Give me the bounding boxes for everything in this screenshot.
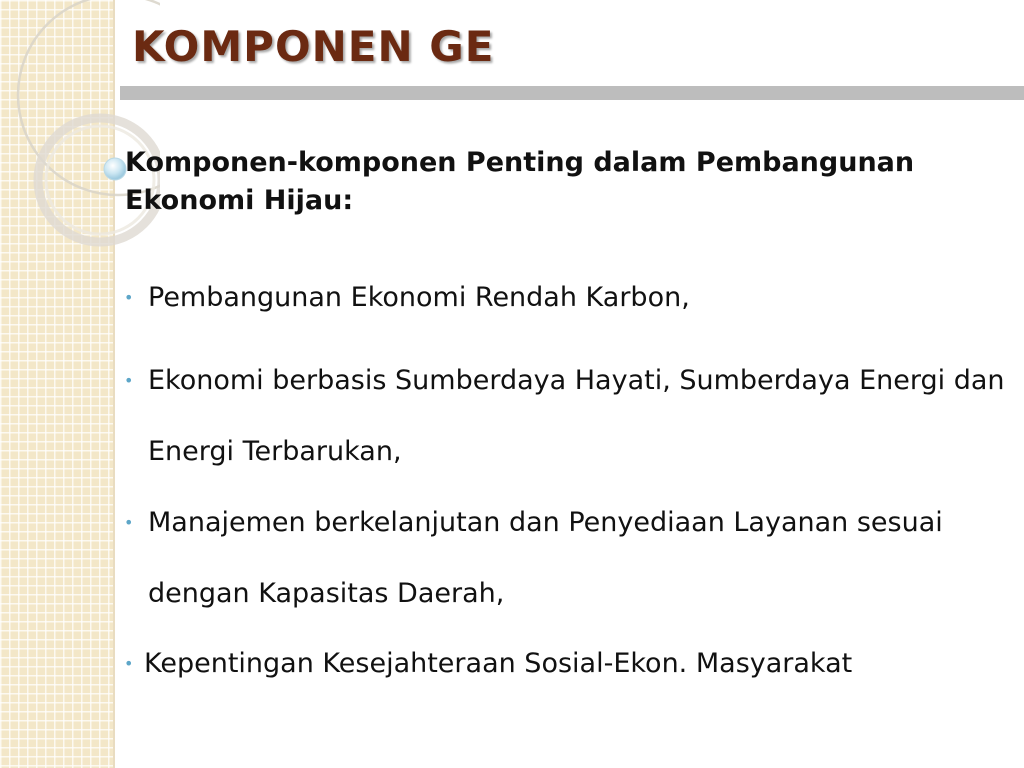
list-item [118, 643, 1008, 685]
title-divider [120, 86, 1024, 100]
bullet-list [118, 262, 1008, 685]
bullet-text: Manajemen berkelanjutan dan Penyediaan Layanan sesuai dengan Kapasitas Daerah, [148, 507, 943, 609]
bullet-icon: • [124, 288, 134, 307]
list-item [118, 262, 1008, 333]
bullet-icon: • [124, 513, 134, 532]
bullet-text: Pembangunan Ekonomi Rendah Karbon, [148, 282, 690, 313]
bullet-icon: • [124, 371, 134, 390]
list-item [118, 487, 1008, 629]
bullet-text: Ekonomi berbasis Sumberdaya Hayati, Sumberdaya Energi dan Energi Terbarukan, [148, 365, 1005, 467]
slide-subtitle: Komponen-komponen Penting dalam Pembangunan Ekonomi Hijau: [125, 147, 915, 216]
decorative-bead-icon [104, 158, 126, 180]
list-item [118, 345, 1008, 487]
bullet-text: Kepentingan Kesejahteraan Sosial-Ekon. Masyarakat [144, 648, 853, 679]
bullet-icon: • [124, 654, 134, 673]
slide-title: KOMPONEN GE [132, 22, 495, 71]
